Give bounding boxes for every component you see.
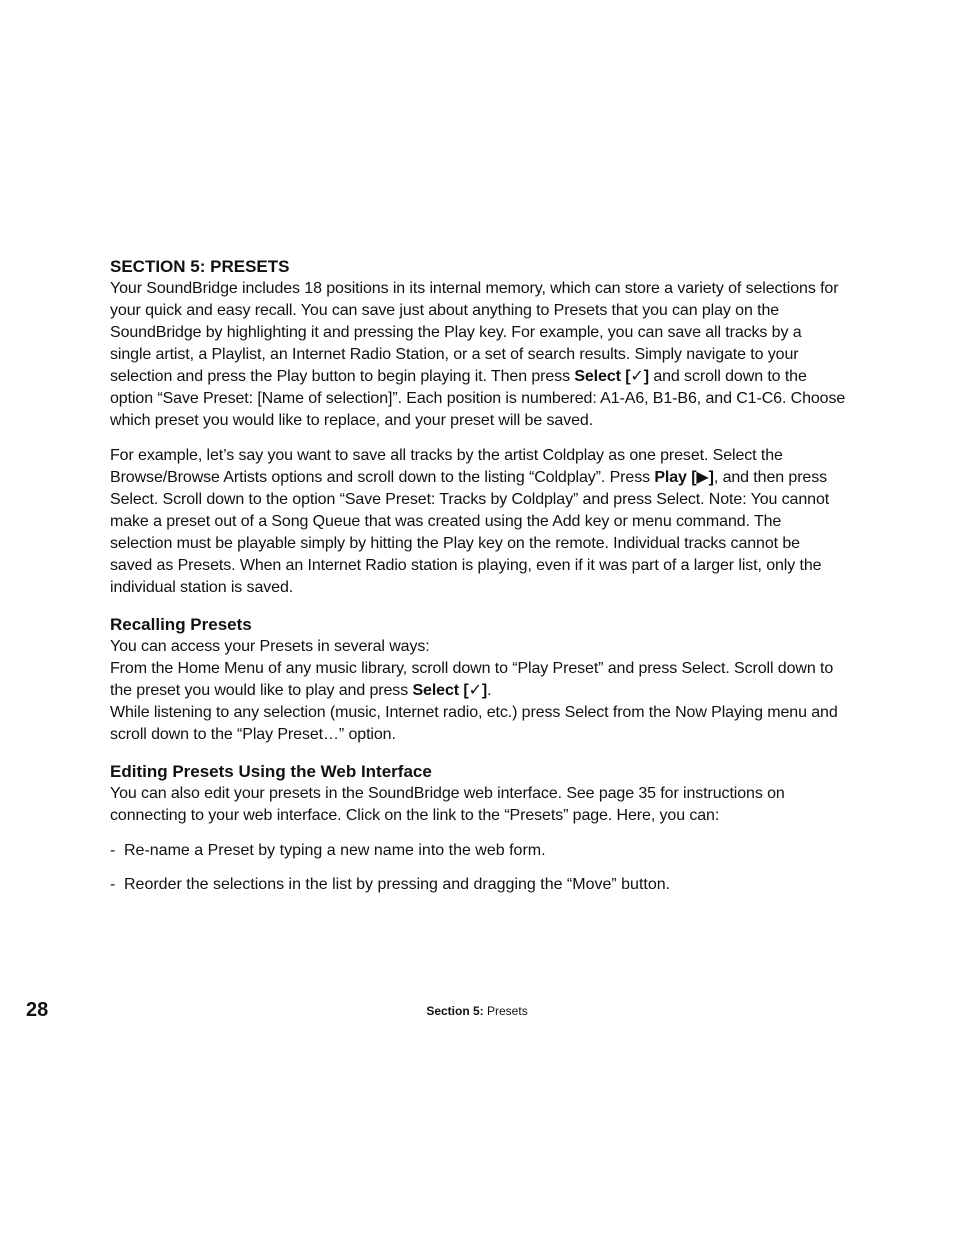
play-key-reference: Play [▶] xyxy=(654,469,714,486)
recalling-way-home-menu: From the Home Menu of any music library, scroll down to “Play Preset” and press Select. Scroll down to the preset you would like to play and press Select [✓]. xyxy=(110,660,834,699)
section-title: SECTION 5: PRESETS xyxy=(110,257,290,276)
editing-options-list xyxy=(110,840,846,896)
recalling-way-now-playing: While listening to any selection (music, Internet radio, etc.) press Select from the Now Playing menu and scroll down to the “Play Preset…” option. xyxy=(110,704,838,743)
list-item: - Re-name a Preset by typing a new name into the web form. xyxy=(110,842,546,859)
intro-paragraph: Your SoundBridge includes 18 positions in its internal memory, which can store a variety of selections for your quick and easy recall. You can save just about anything to Presets that you can play on the SoundBridge by highlighting it and pressing the Play key. For example, you can save all tracks by a single artist, a Playlist, an Internet Radio Station, or a set of search results. Simply navigate to your selection and press the Play button to begin playing it. Then press Select [✓] and scroll down to the option “Save Preset: [Name of selection]”. Each position is numbered: A1-A6, B1-B6, and C1-C6. Choose which preset you would like to replace, and your preset will be saved. xyxy=(110,280,846,429)
list-item: - Reorder the selections in the list by pressing and dragging the “Move” button. xyxy=(110,876,671,893)
footer-section-name: Presets xyxy=(483,1004,528,1018)
recalling-intro: You can access your Presets in several ways: xyxy=(110,638,430,655)
editing-presets-heading: Editing Presets Using the Web Interface xyxy=(110,762,432,781)
select-key-reference: Select [✓] xyxy=(574,368,649,385)
recalling-presets-heading: Recalling Presets xyxy=(110,615,252,634)
page-number: 28 xyxy=(26,999,49,1021)
example-paragraph: For example, let’s say you want to save all tracks by the artist Coldplay as one preset. Select the Browse/Browse Artists options and scroll down to the listing “Coldplay”. Press Play [▶], and then press Select. Scroll down to the option “Save Preset: Tracks by Coldplay” and press Select. Note: You cannot make a preset out of a Song Queue that was created using the Add key or menu command. The selection must be playable simply by hitting the Play key on the remote. Individual tracks cannot be saved as Presets. When an Internet Radio station is playing, even if it was part of a larger list, only the individual station is saved. xyxy=(110,447,830,596)
footer-section-label: Section 5: xyxy=(426,1004,484,1018)
running-footer xyxy=(0,1003,954,1019)
page-content xyxy=(110,256,846,908)
editing-intro: You can also edit your presets in the SoundBridge web interface. See page 35 for instructions on connecting to your web interface. Click on the link to the “Presets” page. Here, you can: xyxy=(110,785,785,824)
select-key-reference: Select [✓] xyxy=(412,682,488,699)
